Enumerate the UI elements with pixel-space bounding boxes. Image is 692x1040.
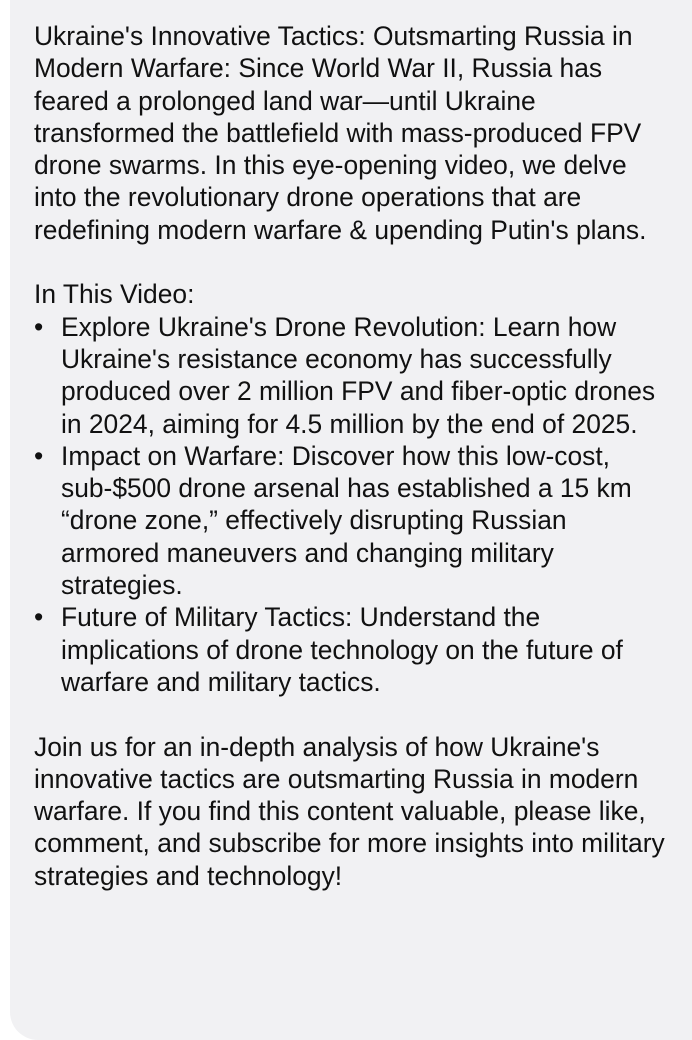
bullet-icon: • bbox=[34, 311, 44, 342]
intro-paragraph: Ukraine's Innovative Tactics: Outsmarting Russia in Modern Warfare: Since World War II, Russia has feared a prolonged land war—until Ukraine transformed the battlefield with mass-produced FPV drone swarms. In this eye-opening video, we delve into the revolutionary drone operations that are redefining modern warfare & upending Putin's plans. bbox=[34, 21, 647, 245]
list-heading: In This Video: bbox=[34, 279, 195, 310]
paragraph-spacer bbox=[34, 698, 668, 730]
paragraph-spacer bbox=[34, 246, 668, 278]
list-item-text: Future of Military Tactics: Understand the implications of drone technology on the future of warfare and military tactics. bbox=[61, 602, 623, 697]
list-item-text: Impact on Warfare: Discover how this low-cost, sub-$500 drone arsenal has established a 15 km “drone zone,” effectively disrupting Russian armored maneuvers and changing military strategies. bbox=[61, 440, 632, 601]
bullet-list bbox=[34, 311, 668, 699]
list-item bbox=[34, 440, 668, 601]
closing-paragraph: Join us for an in-depth analysis of how Ukraine's innovative tactics are outsmarting Russia in modern warfare. If you find this content valuable, please like, comment, and subscribe for more insights into military strategies and technology! bbox=[34, 731, 665, 891]
message-bubble bbox=[10, 0, 692, 1040]
list-item bbox=[34, 311, 668, 440]
list-item-text: Explore Ukraine's Drone Revolution: Learn how Ukraine's resistance economy has successfully produced over 2 million FPV and fiber-optic drones in 2024, aiming for 4.5 million by the end of 2025. bbox=[61, 311, 656, 439]
list-item bbox=[34, 601, 668, 698]
bullet-icon: • bbox=[34, 602, 44, 633]
bullet-icon: • bbox=[34, 440, 44, 471]
